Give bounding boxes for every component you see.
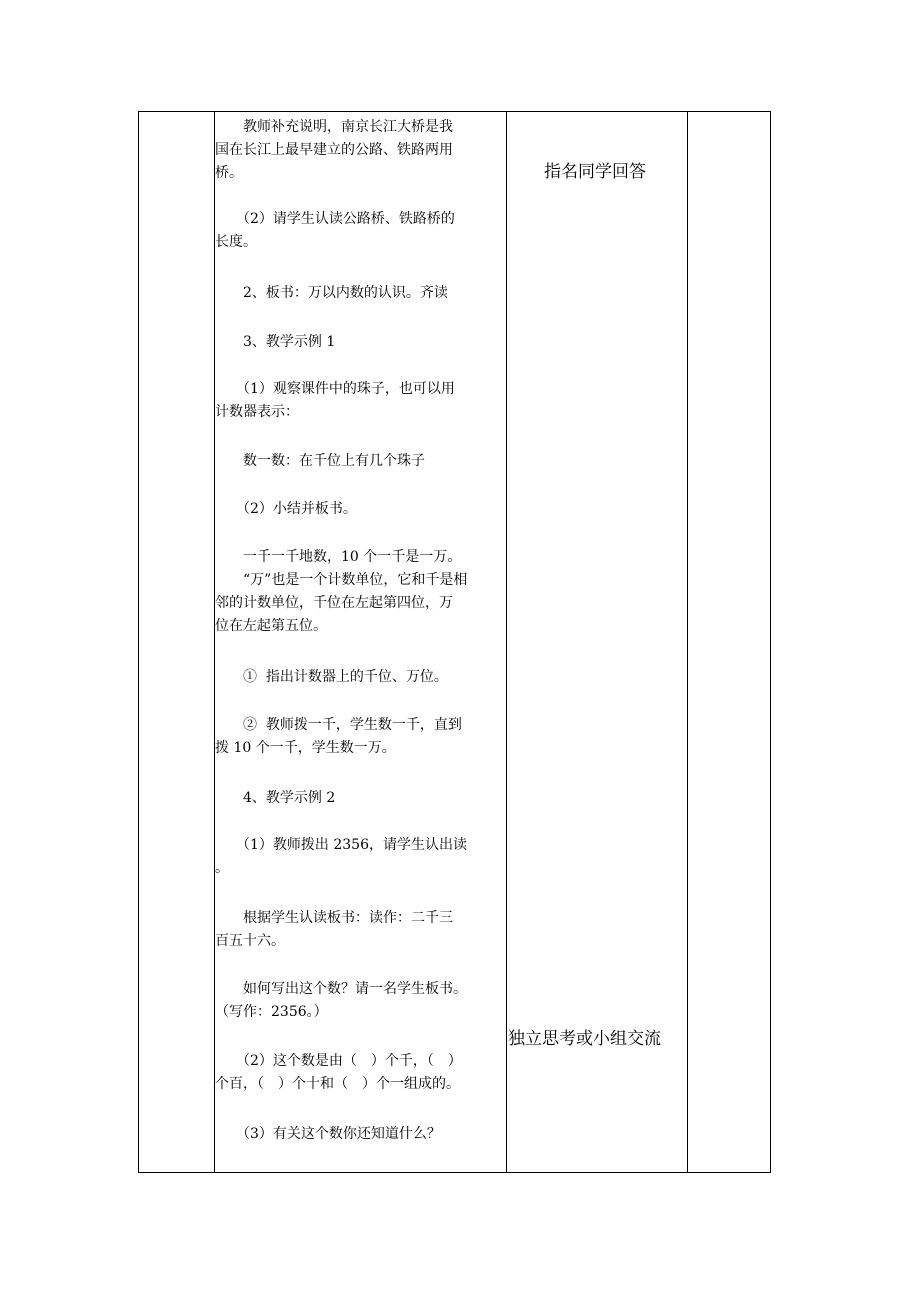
content-line: 百五十六。 [215, 933, 285, 949]
content-paragraph [215, 978, 505, 1024]
content-paragraph [215, 1050, 505, 1096]
content-line: “万”也是一个计数单位，它和千是相 [215, 572, 468, 588]
content-paragraph [215, 834, 505, 880]
content-paragraph [215, 498, 505, 521]
content-paragraph [215, 450, 505, 473]
content-paragraph [215, 787, 505, 810]
content-line: 一千一千地数，10 个一千是一万。 [215, 549, 462, 565]
student-activity-answer: 指名同学回答 [544, 162, 646, 182]
content-paragraph [215, 907, 505, 953]
content-paragraph [215, 714, 505, 760]
content-line: 教师补充说明，南京长江大桥是我 [215, 119, 453, 135]
content-line: 桥。 [215, 165, 243, 181]
content-line: （2）小结并板书。 [215, 501, 357, 517]
content-line: 个百，（ ）个十和（ ）个一组成的。 [215, 1076, 460, 1092]
content-paragraph [215, 1123, 505, 1146]
content-paragraph [215, 378, 505, 424]
content-line: 拨 10 个一千，学生数一万。 [215, 740, 396, 756]
column-divider [687, 112, 688, 1172]
lesson-table [138, 111, 771, 1173]
content-line: （写作：2356。） [215, 1004, 328, 1020]
content-line: 邻的计数单位，千位在左起第四位，万 [215, 595, 453, 611]
content-line: 国在长江上最早建立的公路、铁路两用 [215, 142, 453, 158]
content-line: （2）这个数是由（ ）个千，（ ） [215, 1053, 462, 1069]
content-paragraph [215, 666, 505, 689]
content-line: ② 教师拨一千，学生数一千，直到 [215, 717, 462, 733]
content-paragraph [215, 116, 505, 185]
content-paragraph [215, 208, 505, 254]
content-line: 4、教学示例 2 [215, 790, 336, 806]
content-line: （3）有关这个数你还知道什么？ [215, 1126, 441, 1142]
column-divider [506, 112, 507, 1172]
content-line: （1）观察课件中的珠子，也可以用 [215, 381, 455, 397]
content-paragraph [215, 546, 505, 638]
content-line: 位在左起第五位。 [215, 618, 327, 634]
content-line: 3、教学示例 1 [215, 334, 336, 350]
content-line: 计数器表示： [215, 404, 299, 420]
content-line: 长度。 [215, 234, 257, 250]
content-line: 根据学生认读板书：读作：二千三 [215, 910, 453, 926]
content-line: 数一数：在千位上有几个珠子 [215, 453, 425, 469]
content-line: 如何写出这个数？请一名学生板书。 [215, 981, 467, 997]
content-line: （2）请学生认读公路桥、铁路桥的 [215, 211, 455, 227]
content-line: 。 [215, 860, 229, 876]
content-line: 2、板书：万以内数的认识。齐读 [215, 285, 448, 301]
content-line: ① 指出计数器上的千位、万位。 [215, 669, 448, 685]
student-activity-discuss: 独立思考或小组交流 [508, 1029, 661, 1049]
content-paragraph [215, 331, 505, 354]
content-line: （1）教师拨出 2356，请学生认出读 [215, 837, 467, 853]
content-paragraph [215, 282, 505, 305]
